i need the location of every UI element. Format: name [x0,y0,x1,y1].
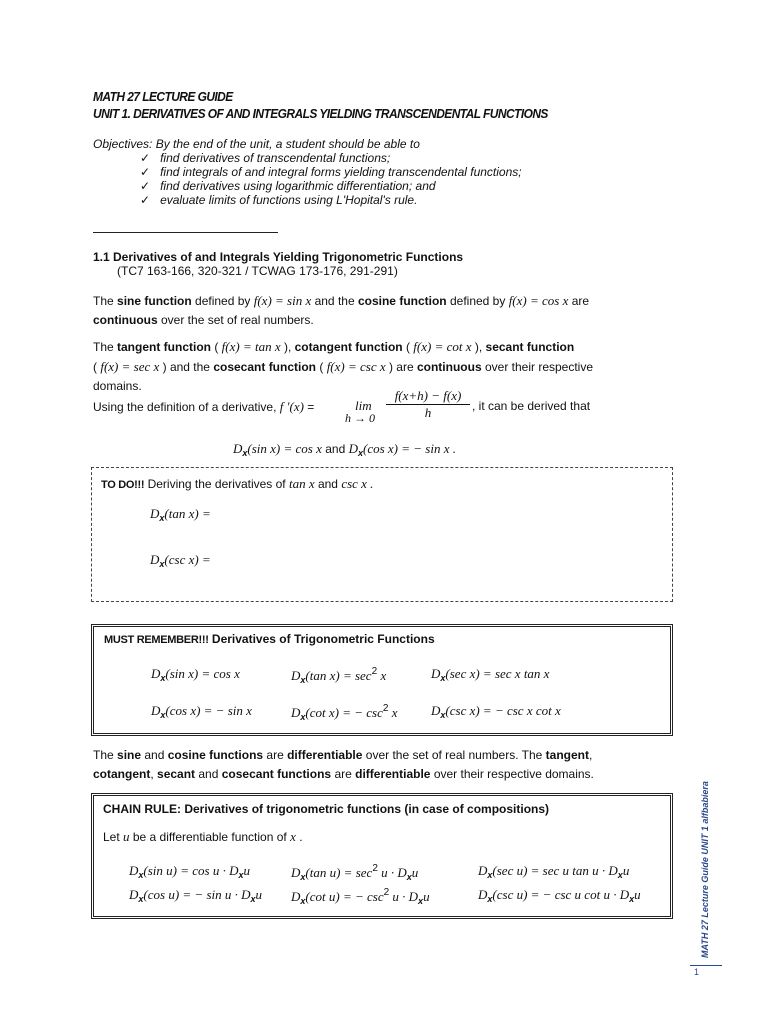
todo-tan-line: $D_x(\tan$ x) = [150,506,211,523]
objective-item: ✓ find derivatives of transcendental functions; [140,151,391,165]
deriv-sec: $D_x(\sec$ x) = sec x tan x [431,666,550,683]
para-differentiable: The sine and cosine functions are differentiable over the set of real numbers. The tangent, cotangent, secant and cosecant functions are differentiable over their respective domains. [93,748,594,781]
chain-cot: $D_x(\cot$ u) = − $\csc^2 u \cdot D_xu$ [291,887,430,906]
para-definition-tail: , it can be derived that [472,399,591,413]
objective-item: ✓ find integrals of and integral forms yielding transcendental functions; [140,165,522,179]
doc-title-line2: UNIT 1. DERIVATIVES OF AND INTEGRALS YIELDING TRANSCENDENTAL FUNCTIONS [93,106,548,121]
todo-csc-line: $D_x(\csc$ x) = [150,552,211,569]
objective-item: ✓ find derivatives using logarithmic differentiation; and [140,179,436,193]
chain-tan: $D_x(\tan$ $u) = \sec^2 u \cdot D_xu$ [291,863,419,882]
deriv-tan: $D_x(\tan$ $x) = \sec^2 x$ [291,666,387,685]
para-sine-cosine: The sine function defined by f(x) = sin x and the cosine function defined by f(x) = cos x are continuous over the set of real numbers. [93,293,590,327]
limit-subscript: h → 0 [345,411,375,425]
chain-rule-let: Let u be a differentiable function of x . [103,829,303,844]
doc-title-line1: MATH 27 LECTURE GUIDE [93,89,233,104]
para-definition-intro: Using the definition of a derivative, f ′(x) = [93,399,315,414]
deriv-cos: $D_x(\cos$ x) = − sin x [151,703,252,720]
chain-rule-heading: CHAIN RULE: Derivatives of trigonometric functions (in case of compositions) [103,802,550,816]
page-number: 1 [694,967,700,977]
difference-quotient: $\frac{f(x+h) - f(x)}{h}$ [386,388,470,421]
derived-result: $D_x(\sin$ x) = cos x and $D_x(\cos$ x) = − sin x . [233,441,456,458]
todo-heading: TO DO!!! Deriving the derivatives of tan x and csc x . [101,476,374,491]
objective-item: ✓ evaluate limits of functions using L'Hopital's rule. [140,193,418,207]
chain-csc: $D_x(\csc$ u) = − csc u $\cot u \cdot D_xu$ [478,887,641,904]
chain-sin: $D_x(\sin$ $u) = \cos u \cdot D_xu$ [129,863,250,880]
deriv-csc: $D_x(\csc$ x) = − csc x cot x [431,703,561,720]
objectives-intro: Objectives: By the end of the unit, a student should be able to [93,137,420,151]
chain-cos: $D_x(\cos$ u) = − $\sin u \cdot D_xu$ [129,887,263,904]
must-remember-heading: MUST REMEMBER!!! Derivatives of Trigonometric Functions [104,632,435,646]
limit-symbol: lim [355,398,372,413]
para-other-trig: The tangent function ( f(x) = tan x ), cotangent function ( f(x) = cot x ), secant function ( f(x) = sec x ) and the cosecant function ( f(x) = csc x ) are continuous over their respective domains. [93,339,594,393]
chain-sec: $D_x(\sec$ u) = sec u $\tan u \cdot D_xu$ [478,863,630,880]
section-refs: (TC7 163-166, 320-321 / TCWAG 173-176, 291-291) [117,264,398,278]
page-number-rule [690,965,722,966]
section-heading: 1.1 Derivatives of and Integrals Yielding Trigonometric Functions [93,250,464,264]
deriv-cot: $D_x(\cot$ x) = − $\csc^2 x$ [291,703,398,722]
sidebar-label: MATH 27 Lecture Guide UNIT 1 alfbabiera [700,781,710,958]
divider [93,232,278,233]
deriv-sin: $D_x(\sin$ x) = cos x [151,666,240,683]
